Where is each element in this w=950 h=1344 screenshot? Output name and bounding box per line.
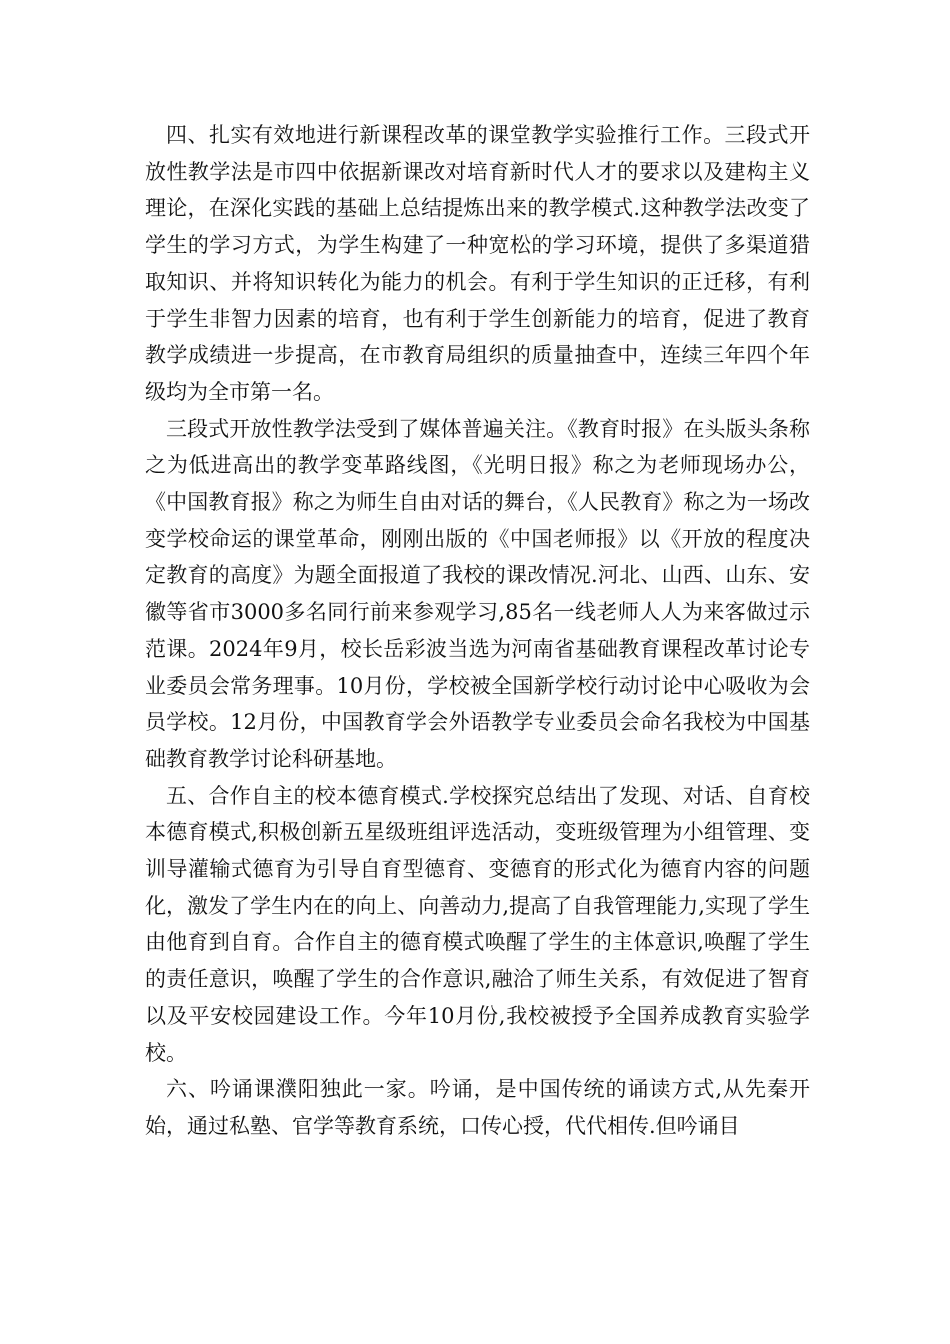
paragraph-media-attention: 三段式开放性教学法受到了媒体普遍关注。《教育时报》在头版头条称之为低进高出的教学变革路线图，《光明日报》称之为老师现场办公，《中国教育报》称之为师生自由对话的舞台，《人民教育》称之为一场改变学校命运的课堂革命，刚刚出版的《中国老师报》以《开放的程度决定教育的高度》为题全面报道了我校的课改情况.河北、山西、山东、安徽等省市3000多名同行前来参观学习,85名一线老师人人为来客做过示范课。2024年9月，校长岳彩波当选为河南省基础教育课程改革讨论专业委员会常务理事。10月份，学校被全国新学校行动讨论中心吸收为会员学校。12月份，中国教育学会外语教学专业委员会命名我校为中国基础教育教学讨论科研基地。 <box>145 416 810 771</box>
document-body <box>145 117 810 1145</box>
paragraph-moral-education: 五、合作自主的校本德育模式.学校探究总结出了发现、对话、自育校本德育模式,积极创新五星级班组评选活动，变班级管理为小组管理、变训导灌输式德育为引导自育型德育、变德育的形式化为德育内容的问题化，激发了学生内在的向上、向善动力,提高了自我管理能力,实现了学生由他育到自育。合作自主的德育模式唤醒了学生的主体意识,唤醒了学生的责任意识，唤醒了学生的合作意识,融洽了师生关系，有效促进了智育以及平安校园建设工作。今年10月份,我校被授予全国养成教育实验学校。 <box>145 783 810 1065</box>
paragraph-curriculum-reform: 四、扎实有效地进行新课程改革的课堂教学实验推行工作。三段式开放性教学法是市四中依据新课改对培育新时代人才的要求以及建构主义理论，在深化实践的基础上总结提炼出来的教学模式.这种教学法改变了学生的学习方式，为学生构建了一种宽松的学习环境，提供了多渠道猎取知识、并将知识转化为能力的机会。有利于学生知识的正迁移，有利于学生非智力因素的培育，也有利于学生创新能力的培育，促进了教育教学成绩进一步提高，在市教育局组织的质量抽查中，连续三年四个年级均为全市第一名。 <box>145 123 810 404</box>
paragraph-recitation-course: 六、吟诵课濮阳独此一家。吟诵，是中国传统的诵读方式,从先秦开始，通过私塾、官学等教育系统，口传心授，代代相传.但吟诵目 <box>145 1077 810 1138</box>
